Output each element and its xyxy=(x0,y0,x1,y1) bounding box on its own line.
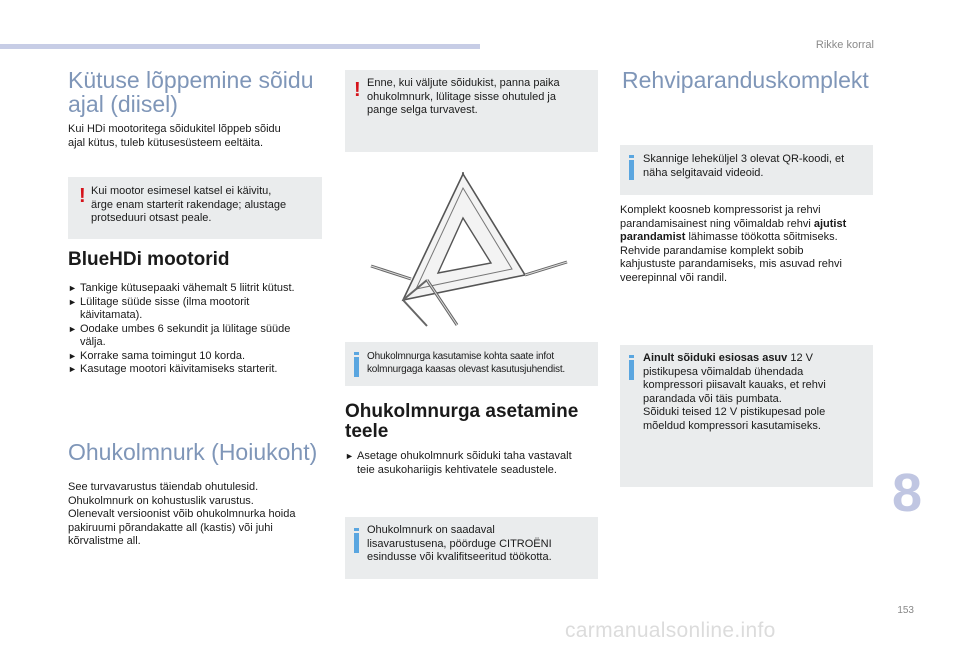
availability-info-box xyxy=(345,517,598,579)
info-line: Ohukolmnurk on saadaval xyxy=(367,524,495,536)
triangle-info-box xyxy=(345,342,598,386)
fuel-title-line-1: Kütuse lõppemine sõidu xyxy=(68,67,314,93)
warning-line: pange selga turvavest. xyxy=(367,104,478,116)
list-item xyxy=(68,363,330,377)
triangle-line: Olenevalt versioonist võib ohukolmnurka hoida xyxy=(68,508,296,520)
fuel-intro-line-2: ajal kütus, tuleb kütusesüsteem eeltäita. xyxy=(68,136,264,149)
kit-description xyxy=(620,204,882,285)
watermark-text: carmanualsonline.info xyxy=(565,619,776,642)
left-column xyxy=(68,68,328,116)
list-item-continued xyxy=(68,309,330,323)
warning-line-3: protseduuri otsast peale. xyxy=(91,212,212,224)
chapter-number: 8 xyxy=(892,463,923,523)
step-text: Asetage ohukolmnurk sõiduki taha vastavalt xyxy=(357,450,572,462)
bluehdi-title: BlueHDi mootorid xyxy=(68,249,230,270)
triangle-line: See turvavarustus täiendab ohutulesid. xyxy=(68,481,259,493)
socket-bold-text: Ainult sõiduki esiosas asuv xyxy=(643,352,788,364)
warning-line-2: ärge enam starterit rakendage; alustage xyxy=(91,198,287,211)
list-item xyxy=(68,323,330,337)
setup-heading-wrap xyxy=(345,402,605,442)
arrow-icon: ► xyxy=(68,323,77,334)
kit-line: Rehvide parandamise komplekt sobib xyxy=(620,244,804,257)
arrow-icon: ► xyxy=(68,350,77,361)
info-icon xyxy=(629,360,634,380)
repair-kit-title: Rehviparanduskomplekt xyxy=(622,67,869,93)
arrow-icon: ► xyxy=(345,451,354,461)
arrow-icon: ► xyxy=(68,283,77,293)
page-number: 153 xyxy=(897,605,914,616)
info-line: kompressori piisavalt kauaks, et rehvi xyxy=(643,379,826,391)
step-text: välja. xyxy=(80,336,106,348)
triangle-section-title: Ohukolmnurk (Hoiukoht) xyxy=(68,439,318,465)
step-text: Lülitage süüde sisse (ilma mootorit xyxy=(80,295,250,308)
qr-info-text xyxy=(643,153,873,180)
bluehdi-heading-wrap xyxy=(68,250,328,270)
triangle-warning-text xyxy=(367,77,597,118)
info-icon xyxy=(354,357,359,377)
info-line: esindusse või kvalifitseeritud töökotta. xyxy=(367,551,552,563)
info-line: lisavarustusena, pöörduge CITROËNI xyxy=(367,537,552,550)
info-line xyxy=(643,352,871,366)
list-item xyxy=(345,450,605,464)
triangle-leg-front xyxy=(403,300,427,326)
fuel-warning-box xyxy=(68,177,322,239)
qr-info-box xyxy=(620,145,873,195)
info-line: Ohukolmnurga kasutamise kohta saate infot xyxy=(367,351,554,362)
triangle-line: kõrvalistme all. xyxy=(68,535,141,547)
info-line: parandada või täis pumbata. xyxy=(643,392,782,405)
socket-info-box xyxy=(620,345,873,487)
setup-title-line-1: Ohukolmnurga asetamine xyxy=(345,401,579,422)
info-line: Sõiduki teised 12 V pistikupesad pole xyxy=(643,406,826,418)
repair-kit-heading-wrap xyxy=(622,68,892,92)
warning-line: Enne, kui väljute sõidukist, panna paika xyxy=(367,77,560,89)
fuel-intro xyxy=(68,123,328,150)
kit-line: kahjustuste parandamiseks, mis asuvad rehvi xyxy=(620,258,842,270)
step-text: Kasutage mootori käivitamiseks starterit. xyxy=(80,363,278,375)
step-text: Tankige kütusepaaki vähemalt 5 liitrit kütust. xyxy=(80,282,295,294)
triangle-text xyxy=(68,481,330,549)
socket-text-part: 12 V xyxy=(787,352,813,364)
setup-title xyxy=(345,402,605,442)
kit-text-bold: ajutist xyxy=(813,217,847,230)
step-text: käivitamata). xyxy=(80,309,143,321)
kit-text-part: parandamisainest ning võimaldab rehvi xyxy=(620,217,814,230)
info-line: mõeldud kompressori kasutamiseks. xyxy=(643,419,821,432)
info-line: Skannige leheküljel 3 olevat QR-koodi, et xyxy=(643,153,845,165)
list-item-continued xyxy=(68,336,330,350)
info-line: näha selgitavaid videoid. xyxy=(643,166,764,179)
socket-info-text xyxy=(643,352,871,433)
info-icon xyxy=(629,160,634,180)
header-bar xyxy=(0,44,480,49)
warning-triangle-illustration xyxy=(345,160,598,335)
step-text: teie asukohariigis kehtivatele seadustele. xyxy=(357,463,557,476)
info-line: kolmnurgaga kaasas olevast kasutusjuhendist. xyxy=(367,364,565,375)
arrow-icon: ► xyxy=(68,296,77,307)
setup-steps xyxy=(345,450,605,477)
arrow-icon: ► xyxy=(68,364,77,374)
kit-text-part: lähimasse töökotta sõitmiseks. xyxy=(685,231,838,243)
setup-title-line-2: teele xyxy=(345,421,389,442)
triangle-apex xyxy=(462,173,463,175)
bluehdi-steps xyxy=(68,282,330,377)
availability-info-text xyxy=(367,524,597,565)
warning-line-1: Kui mootor esimesel katsel ei käivitu, xyxy=(91,185,272,197)
kit-line xyxy=(620,218,882,232)
warning-line: ohukolmnurk, lülitage sisse ohutuled ja xyxy=(367,90,556,103)
triangle-info-text xyxy=(367,350,597,376)
warning-icon: ! xyxy=(354,79,361,101)
list-item xyxy=(68,350,330,364)
triangle-warning-box xyxy=(345,70,598,152)
list-item xyxy=(68,296,330,310)
fuel-intro-line-1: Kui HDi mootoritega sõidukitel lõppeb sõidu xyxy=(68,123,281,135)
info-line: pistikupesa võimaldab ühendada xyxy=(643,365,804,378)
list-item xyxy=(68,282,330,296)
fuel-warning-text xyxy=(91,185,321,226)
chapter-title: Rikke korral xyxy=(815,39,874,51)
kit-line: Komplekt koosneb kompressorist ja rehvi xyxy=(620,204,821,216)
kit-line xyxy=(620,231,882,245)
fuel-section-title xyxy=(68,68,328,116)
kit-line: veerepinnal või randil. xyxy=(620,271,728,284)
info-icon xyxy=(354,533,359,553)
warning-icon: ! xyxy=(79,185,86,207)
fuel-title-line-2: ajal (diisel) xyxy=(68,91,178,117)
triangle-line: Ohukolmnurk on kohustuslik varustus. xyxy=(68,494,254,507)
triangle-heading-wrap xyxy=(68,440,338,464)
step-text: Korrake sama toimingut 10 korda. xyxy=(80,349,246,362)
list-item-continued xyxy=(345,464,605,478)
triangle-line: pakiruumi põrandakatte all (kastis) või juhi xyxy=(68,521,273,534)
step-text: Oodake umbes 6 sekundit ja lülitage süüde xyxy=(80,322,291,335)
triangle-leg-left-highlight xyxy=(371,266,411,279)
kit-text-bold: parandamist xyxy=(620,231,686,243)
triangle-leg-right-highlight xyxy=(525,262,567,275)
